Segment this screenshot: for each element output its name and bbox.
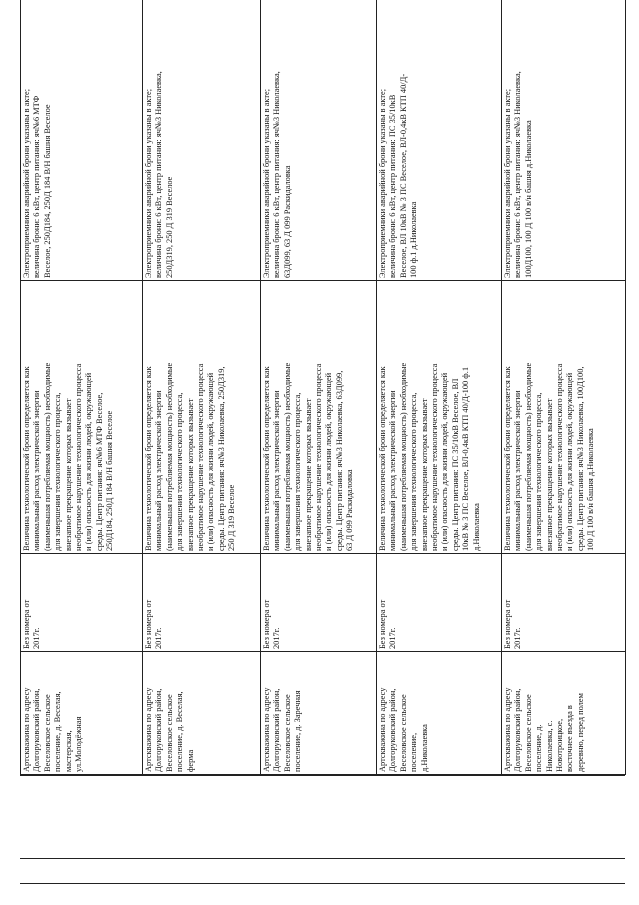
object-address-cell — [502, 652, 626, 775]
cell-text-line: деревню, перед полем — [575, 693, 585, 772]
cell-text-line: Веселое, ВЛ 10кВ № 3 ПС Веселое, ВЛ-0,4кВ КТП 40/Д- — [398, 73, 408, 278]
cell-text-line: (наименьшая потребляемая мощность) необходимые — [164, 362, 174, 551]
cell-text-line: поселение, д. Веселая, — [53, 691, 63, 772]
cell-text-line: среды. Центр питания: ПС 35/10кВ Веселое, ВЛ — [450, 378, 460, 551]
cell-text-line: Величина технологической брони определяется как — [262, 366, 271, 551]
cell-text-line: поселение, д. Веселая, — [175, 691, 185, 772]
cell-text-line: Без номера от — [22, 599, 31, 649]
technological-reserve-cell — [261, 281, 377, 554]
cell-text-line: и (или) опасность для жизни людей, окружающей — [324, 372, 334, 551]
horizontal-rule — [20, 883, 625, 884]
cell-text-line: поселение, д. Заречная — [293, 690, 303, 772]
cell-text-line: 250Д184, 250Д 184 В/Н башня Веселое — [105, 410, 115, 551]
cell-text-line: внезапное прекращение которых вызывает — [544, 398, 554, 551]
cell-text-line: Артскважина по адресу — [503, 687, 512, 772]
cell-text-line: минимальный расход электрической энергии — [32, 390, 42, 551]
cell-text-line: Веселовское сельское — [523, 694, 533, 772]
emergency-reserve-cell — [502, 0, 626, 281]
cell-text-line: 63 Д 099 Раскидаловка — [345, 469, 355, 551]
cell-text-line: 2017г. — [154, 627, 164, 649]
cell-text-line: среды. Центр питания: яч№3 Николаевка, 100Д100, — [575, 366, 585, 551]
cell-text-line: и (или) опасность для жизни людей, окружающей — [206, 372, 216, 551]
horizontal-rule — [20, 775, 625, 776]
cell-text-line: Веселовское сельское — [42, 694, 52, 772]
cell-text-line: и (или) опасность для жизни людей, окружающей — [565, 372, 575, 551]
cell-text-line: для завершения технологического процесса, — [53, 392, 63, 551]
technological-reserve-cell — [143, 281, 261, 554]
table-row — [261, 0, 377, 775]
cell-text-line: Долгоруковский район, — [154, 688, 164, 772]
cell-text-line: Электроприемники аварийной брони указаны в акте; — [503, 88, 512, 278]
cell-text-line: Величина технологической брони определяется как — [22, 366, 31, 551]
object-address-cell — [261, 652, 377, 775]
cell-text-line: ул.Молодёжная — [74, 716, 84, 772]
cell-text-line: д.Николаевка — [471, 503, 481, 551]
emergency-reserve-cell — [143, 0, 261, 281]
cell-text-line: 250Д319, 250 Д 319 Веселое — [164, 176, 174, 278]
cell-text-line: д.Николаевка — [419, 724, 429, 772]
cell-text-line: Долгоруковский район, — [272, 688, 282, 772]
cell-text-line: мастерская, — [63, 730, 73, 772]
cell-text-line: (наименьшая потребляемая мощность) необходимые — [398, 362, 408, 551]
cell-text-line: (наименьшая потребляемая мощность) необходимые — [42, 362, 52, 551]
cell-text-line: необратимое нарушение технологического процесса — [314, 363, 324, 551]
table-row — [143, 0, 261, 775]
cell-text-line: и (или) опасность для жизни людей, окружающей — [440, 372, 450, 551]
cell-text-line: (наименьшая потребляемая мощность) необходимые — [282, 362, 292, 551]
object-address-cell — [377, 652, 502, 775]
cell-text-line: Николаевка, с. — [544, 720, 554, 772]
cell-text-line: Величина технологической брони определяется как — [503, 366, 512, 551]
object-address-cell — [143, 652, 261, 775]
cell-text-line: Без номера от — [503, 599, 512, 649]
reservation-table-body — [21, 0, 626, 775]
cell-text-line: для завершения технологического процесса, — [409, 392, 419, 551]
cell-text-line: Электроприемники аварийной брони указаны в акте; — [378, 88, 387, 278]
cell-text-line: величина брони: 6 кВт, центр питания: ПС 35/10кВ — [388, 94, 398, 278]
cell-text-line: минимальный расход электрической энергии — [513, 390, 523, 551]
cell-text-line: 100 ф.1 д.Николаевка — [409, 201, 419, 278]
technological-reserve-cell — [21, 281, 143, 554]
cell-text-line: 250 Д 319 Веселое — [227, 484, 237, 551]
cell-text-line: Веселовское сельское — [164, 694, 174, 772]
cell-text-line: величина брони: 6 кВт, центр питания: яч№3 Николаевка, — [154, 71, 164, 278]
cell-text-line: величина брони: 6 кВт, центр питания: яч№3 Николаевка, — [513, 71, 523, 278]
cell-text-line: для завершения технологического процесса, — [534, 392, 544, 551]
act-number-cell — [377, 554, 502, 652]
cell-text-line: Долгоруковский район, — [32, 688, 42, 772]
cell-text-line: Без номера от — [378, 599, 387, 649]
cell-text-line: Электроприемники аварийной брони указаны в акте; — [22, 88, 31, 278]
table-row — [502, 0, 626, 775]
cell-text-line: 100Д100, 100 Д 100 в/н башня д.Николаевка — [523, 120, 533, 278]
cell-text-line: ферма — [185, 749, 195, 772]
cell-text-line: Веселое, 250Д184, 250Д 184 В/Н башня Веселое — [42, 104, 52, 278]
cell-text-line: 2017г. — [272, 627, 282, 649]
technological-reserve-cell — [502, 281, 626, 554]
cell-text-line: величина брони: 6 кВт, центр питания: яч№6 МТФ — [32, 95, 42, 278]
cell-text-line: Артскважина по адресу — [262, 687, 271, 772]
cell-text-line: внезапное прекращение которых вызывает — [419, 398, 429, 551]
cell-text-line: 10кВ № 3 ПС Веселое, ВЛ-0,4кВ КТП 40/Д-100 ф.1 — [461, 366, 471, 551]
act-number-cell — [261, 554, 377, 652]
cell-text-line: среды. Центр питания: яч№3 Николаевка, 63Д099, — [334, 370, 344, 551]
cell-text-line: Артскважина по адресу — [22, 687, 31, 772]
cell-text-line: минимальный расход электрической энергии — [272, 390, 282, 551]
cell-text-line: Артскважина по адресу — [378, 687, 387, 772]
cell-text-line: величина брони: 6 кВт, центр питания: яч№3 Николаевка, — [272, 71, 282, 278]
table-row — [21, 0, 143, 775]
cell-text-line: 100 Д 100 в/н башня д.Николаевка — [586, 428, 596, 551]
emergency-reserve-cell — [377, 0, 502, 281]
cell-text-line: среды. Центр питания: яч№6 МТФ Веселое, — [94, 392, 104, 551]
cell-text-line: поселение, д. — [534, 724, 544, 772]
cell-text-line: Электроприемники аварийной брони указаны в акте; — [262, 88, 271, 278]
cell-text-line: и (или) опасность для жизни людей, окружающей — [84, 372, 94, 551]
cell-text-line: Величина технологической брони определяется как — [378, 366, 387, 551]
act-number-cell — [502, 554, 626, 652]
cell-text-line: необратимое нарушение технологического процесса — [555, 363, 565, 551]
act-number-cell — [21, 554, 143, 652]
cell-text-line: Артскважина по адресу — [144, 687, 153, 772]
rotated-table-container — [20, 5, 625, 775]
act-number-cell — [143, 554, 261, 652]
reservation-table — [20, 0, 626, 775]
cell-text-line: Без номера от — [262, 599, 271, 649]
cell-text-line: необратимое нарушение технологического процесса — [196, 363, 206, 551]
table-row — [377, 0, 502, 775]
cell-text-line: внезапное прекращение которых вызывает — [63, 398, 73, 551]
cell-text-line: минимальный расход электрической энергии — [154, 390, 164, 551]
cell-text-line: 2017г. — [513, 627, 523, 649]
cell-text-line: Веселовское сельское — [282, 694, 292, 772]
cell-text-line: восточнее въезда в — [565, 705, 575, 772]
cell-text-line: Электроприемники аварийной брони указаны в акте; — [144, 88, 153, 278]
cell-text-line: 2017г. — [32, 627, 42, 649]
cell-text-line: внезапное прекращение которых вызывает — [185, 398, 195, 551]
cell-text-line: для завершения технологического процесса, — [293, 392, 303, 551]
technological-reserve-cell — [377, 281, 502, 554]
cell-text-line: среды. Центр питания: яч№3 Николаевка, 250Д319, — [216, 366, 226, 551]
cell-text-line: Долгоруковский район, — [388, 688, 398, 772]
cell-text-line: внезапное прекращение которых вызывает — [303, 398, 313, 551]
cell-text-line: Долгоруковский район, — [513, 688, 523, 772]
object-address-cell — [21, 652, 143, 775]
cell-text-line: Новотроицкое, — [555, 718, 565, 772]
cell-text-line: поселение, — [409, 732, 419, 772]
emergency-reserve-cell — [261, 0, 377, 281]
cell-text-line: Веселовское сельское — [398, 694, 408, 772]
cell-text-line: для завершения технологического процесса, — [175, 392, 185, 551]
cell-text-line: (наименьшая потребляемая мощность) необходимые — [523, 362, 533, 551]
cell-text-line: 2017г. — [388, 627, 398, 649]
cell-text-line: 63Д099, 63 Д 099 Раскидаловка — [282, 165, 292, 278]
cell-text-line: Величина технологической брони определяется как — [144, 366, 153, 551]
cell-text-line: необратимое нарушение технологического процесса — [74, 363, 84, 551]
horizontal-rule — [20, 858, 625, 859]
emergency-reserve-cell — [21, 0, 143, 281]
cell-text-line: необратимое нарушение технологического процесса — [430, 363, 440, 551]
cell-text-line: Без номера от — [144, 599, 153, 649]
cell-text-line: минимальный расход электрической энергии — [388, 390, 398, 551]
